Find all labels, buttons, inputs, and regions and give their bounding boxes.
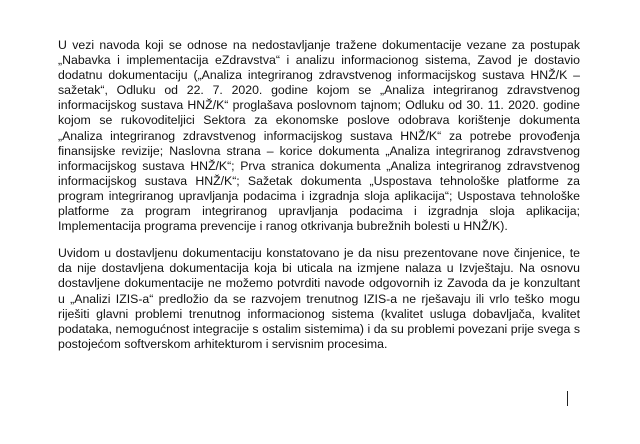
paragraph-2: Uvidom u dostavljenu dokumentaciju konstatovano je da nisu prezentovane nove činjenice, te da nije dostavljena dokumentacija koja bi uticala na izmjene nalaza u Izvještaju. Na osnovu dostavljene dokumentacije ne možemo potvrditi navode odgovornih iz Zavoda da je konzultant u „Analizi IZIS-a“ predložio da se razvojem trenutnog IZIS-a ne rješavaju ili vrlo teško mogu riješiti glavni problemi trenutnog informacionog sistema (kvalitet usluga dobavljača, kvalitet podataka, nemogućnost integracije s ostalim sistemima) i da su problemi povezani prije svega s postojećom softverskom arhitekturom i servisnim procesima. — [58, 246, 580, 351]
paragraph-1: U vezi navoda koji se odnose na nedostavljanje tražene dokumentacije vezane za postupak „Nabavka i implementacija eZdravstva“ i analizu informacionog sistema, Zavod je dostavio dodatnu dokumentaciju („Analiza integriranog zdravstvenog informacijskog sustava HNŽ/K – sažetak“, Odluku od 22. 7. 2020. godine kojom se „Analiza integriranog zdravstvenog informacijskog sustava HNŽ/K“ proglašava poslovnom tajnom; Odluku od 30. 11. 2020. godine kojom se rukovoditeljici Sektora za ekonomske poslove odobrava korištenje dokumenta „Analiza integriranog zdravstvenog informacijskog sustava HNŽ/K“ za potrebe provođenja finansijske revizije; Naslovna strana – korice dokumenta „Analiza integriranog zdravstvenog informacijskog sustava HNŽ/K“; Prva stranica dokumenta „Analiza integriranog zdravstvenog informacijskog sustava HNŽ/K“; Sažetak dokumenta „Uspostava tehnološke platforme za program integriranog upravljanja podacima i izgradnja sloja aplikacija“; Uspostava tehnološke platforme za program integriranog upravljanja podacima i izgradnja sloja aplikacija; Implementacija programa prevencije i ranog otkrivanja bubrežnih bolesti u HNŽ/K). — [58, 38, 580, 234]
text-cursor — [567, 391, 568, 406]
document-page — [58, 38, 580, 352]
